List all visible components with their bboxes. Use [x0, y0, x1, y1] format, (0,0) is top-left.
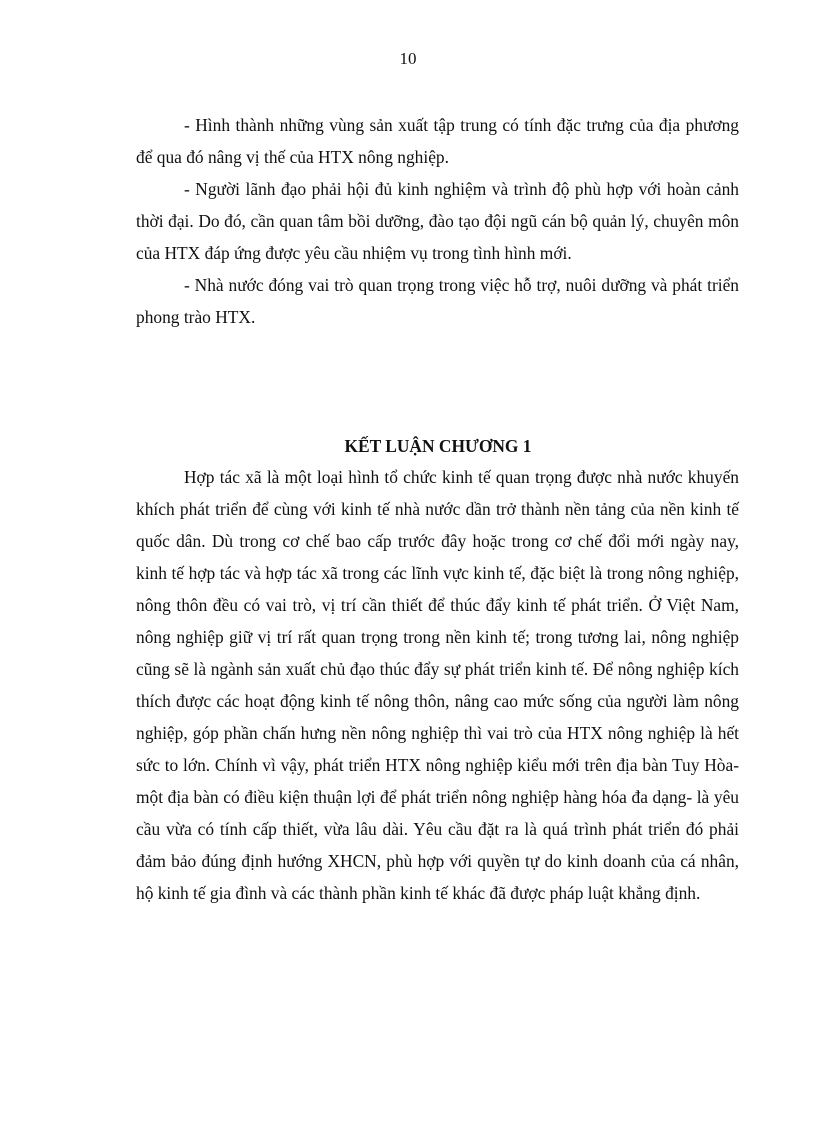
- bullet-paragraph: - Nhà nước đóng vai trò quan trọng trong việc hỗ trợ, nuôi dưỡng và phát triển phong trào HTX.: [136, 275, 739, 327]
- conclusion-body: [136, 461, 739, 909]
- bullet-paragraph: - Hình thành những vùng sản xuất tập trung có tính đặc trưng của địa phương để qua đó nâng vị thế của HTX nông nghiệp.: [136, 115, 739, 167]
- section-heading: KẾT LUẬN CHƯƠNG 1: [344, 436, 532, 456]
- bullet-paragraph: - Người lãnh đạo phải hội đủ kinh nghiệm và trình độ phù hợp với hoàn cảnh thời đại. Do đó, cần quan tâm bồi dưỡng, đào tạo đội ngũ cán bộ quản lý, chuyên môn của HTX đáp ứng được yêu cầu nhiệm vụ trong tình hình mới.: [136, 179, 739, 263]
- bullet-list: [136, 109, 739, 333]
- conclusion-paragraph: Hợp tác xã là một loại hình tổ chức kinh tế quan trọng được nhà nước khuyến khích phát triển để cùng với kinh tế nhà nước dần trở thành nền tảng của nền kinh tế quốc dân. Dù trong cơ chế bao cấp trước đây hoặc trong cơ chế đổi mới ngày nay, kinh tế hợp tác và hợp tác xã trong các lĩnh vực kinh tế, đặc biệt là trong nông nghiệp, nông thôn đều có vai trò, vị trí cần thiết để thúc đẩy kinh tế phát triển. Ở Việt Nam, nông nghiệp giữ vị trí rất quan trọng trong nền kinh tế; trong tương lai, nông nghiệp cũng sẽ là ngành sản xuất chủ đạo thúc đẩy sự phát triển kinh tế. Để nông nghiệp kích thích được các hoạt động kinh tế nông thôn, nâng cao mức sống của người làm nông nghiệp, góp phần chấn hưng nền nông nghiệp thì vai trò của HTX nông nghiệp là hết sức to lớn. Chính vì vậy, phát triển HTX nông nghiệp kiểu mới trên địa bàn Tuy Hòa- một địa bàn có điều kiện thuận lợi để phát triển nông nghiệp hàng hóa đa dạng- là yêu cầu vừa có tính cấp thiết, vừa lâu dài. Yêu cầu đặt ra là quá trình phát triển đó phải đảm bảo đúng định hướng XHCN, phù hợp với quyền tự do kinh doanh của cá nhân, hộ kinh tế gia đình và các thành phần kinh tế khác đã được pháp luật khẳng định.: [136, 467, 739, 903]
- page-number: 10: [399, 49, 417, 68]
